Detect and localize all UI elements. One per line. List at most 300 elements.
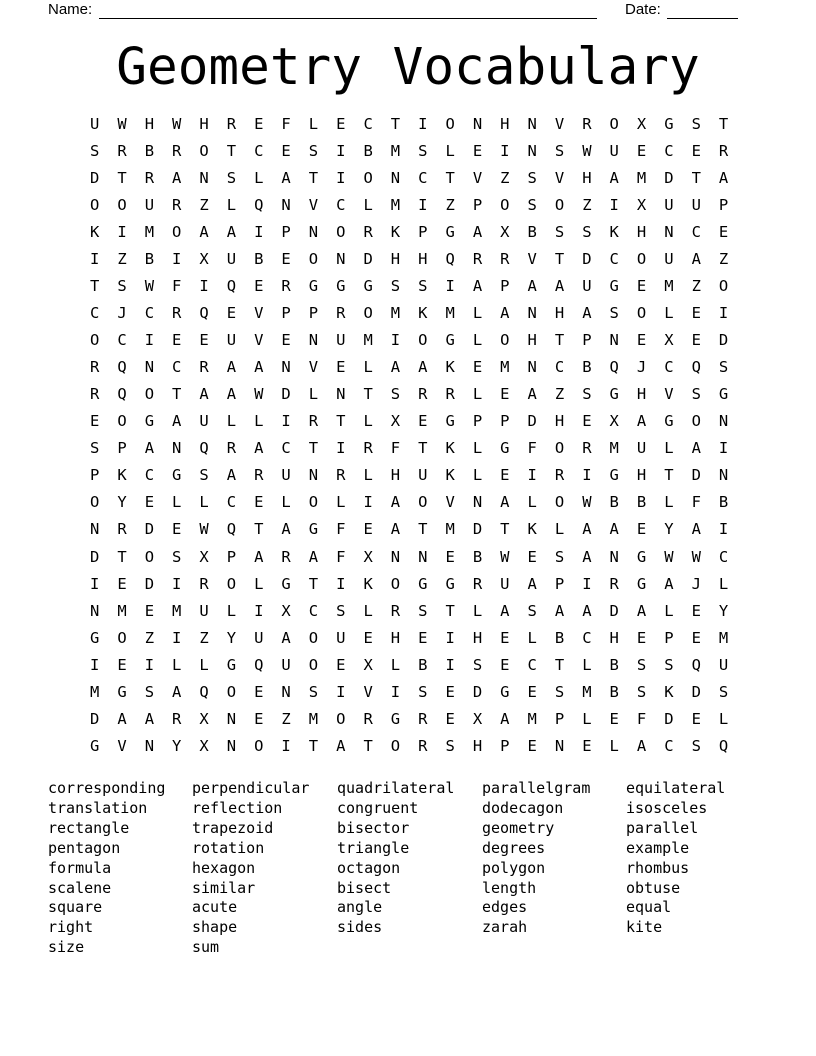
grid-letter: A xyxy=(254,439,264,458)
grid-letter: R xyxy=(90,358,100,377)
grid-letter: I xyxy=(90,574,100,593)
grid-letter: S xyxy=(90,439,100,458)
grid-letter: N xyxy=(718,466,729,485)
grid-letter: I xyxy=(445,655,455,674)
grid-letter: A xyxy=(172,682,182,701)
grid-letter: A xyxy=(390,358,401,377)
grid-letter: C xyxy=(527,655,537,674)
grid-letter: O xyxy=(117,628,127,647)
grid-letter: Q xyxy=(718,736,729,755)
grid-letter: I xyxy=(336,682,346,701)
grid-letter: E xyxy=(90,412,100,431)
grid-letter: M xyxy=(363,331,373,350)
grid-letter: O xyxy=(336,709,346,728)
grid-letter: U xyxy=(418,466,428,485)
grid-letter: E xyxy=(254,493,264,512)
grid-letter: U xyxy=(664,195,674,214)
grid-letter: P xyxy=(472,195,483,214)
grid-letter: H xyxy=(582,168,592,187)
grid-letter: R xyxy=(554,466,565,485)
word-list-item: obtuse xyxy=(626,878,681,897)
word-list-item: rotation xyxy=(192,838,265,857)
grid-letter: W xyxy=(664,547,674,566)
grid-letter: R xyxy=(336,304,346,323)
grid-letter: R xyxy=(336,466,346,485)
grid-letter: D xyxy=(527,412,537,431)
grid-letter: O xyxy=(500,195,510,214)
grid-letter: L xyxy=(254,412,264,431)
grid-letter: M xyxy=(664,277,674,296)
grid-letter: X xyxy=(199,736,209,755)
grid-letter: Z xyxy=(199,195,209,214)
grid-letter: T xyxy=(363,736,373,755)
grid-letter: A xyxy=(582,520,592,539)
grid-letter: G xyxy=(445,222,455,241)
grid-letter: A xyxy=(527,574,537,593)
grid-letter: S xyxy=(527,601,537,620)
grid-letter: A xyxy=(281,628,291,647)
grid-letter: R xyxy=(226,439,237,458)
grid-letter: V xyxy=(308,195,319,214)
grid-letter: E xyxy=(445,682,455,701)
grid-letter: O xyxy=(445,114,455,133)
grid-letter: E xyxy=(418,628,428,647)
grid-letter: E xyxy=(636,277,647,296)
grid-letter: F xyxy=(527,439,537,458)
grid-letter: R xyxy=(363,709,373,728)
grid-letter: U xyxy=(90,114,100,133)
grid-letter: L xyxy=(281,493,291,512)
grid-letter: Q xyxy=(117,358,127,377)
grid-letter: L xyxy=(308,385,319,404)
grid-letter: T xyxy=(445,168,455,187)
grid-letter: H xyxy=(472,736,483,755)
grid-letter: G xyxy=(308,277,319,296)
grid-letter: A xyxy=(172,412,182,431)
grid-letter: I xyxy=(172,574,182,593)
grid-letter: Q xyxy=(254,655,264,674)
grid-letter: S xyxy=(390,385,401,404)
grid-letter: I xyxy=(718,304,729,323)
grid-letter: C xyxy=(718,547,729,566)
word-list-item: example xyxy=(626,838,690,857)
word-list-item: edges xyxy=(482,898,528,917)
grid-letter: D xyxy=(582,250,592,268)
grid-letter: E xyxy=(254,709,264,728)
grid-letter: D xyxy=(472,682,483,701)
grid-letter: U xyxy=(500,574,510,593)
grid-letter: G xyxy=(500,682,510,701)
grid-letter: K xyxy=(664,682,674,701)
grid-letter: Z xyxy=(117,250,127,268)
grid-letter: G xyxy=(445,412,455,431)
grid-letter: R xyxy=(226,114,237,133)
grid-letter: O xyxy=(117,195,127,214)
grid-letter: X xyxy=(664,331,674,350)
grid-letter: V xyxy=(117,736,127,755)
grid-letter: K xyxy=(390,222,401,241)
grid-letter: O xyxy=(390,574,401,593)
grid-letter: R xyxy=(363,439,373,458)
grid-letter: W xyxy=(144,277,155,296)
grid-letter: L xyxy=(718,709,729,728)
grid-letter: L xyxy=(472,439,483,458)
date-label: Date: xyxy=(625,1,661,18)
grid-letter: R xyxy=(117,520,127,539)
word-list-item: angle xyxy=(337,898,383,917)
grid-letter: I xyxy=(445,277,455,296)
grid-letter: C xyxy=(90,304,100,323)
grid-letter: D xyxy=(90,547,100,566)
grid-letter: I xyxy=(90,655,100,674)
grid-letter: P xyxy=(554,709,565,728)
grid-letter: E xyxy=(172,331,182,350)
grid-letter: O xyxy=(500,331,510,350)
grid-letter: Q xyxy=(226,277,237,296)
grid-letter: L xyxy=(172,493,182,512)
grid-letter: Z xyxy=(445,195,455,214)
grid-letter: Q xyxy=(609,358,619,377)
grid-letter: K xyxy=(90,222,100,241)
grid-letter: O xyxy=(308,250,319,268)
grid-letter: V xyxy=(445,493,455,512)
grid-letter: M xyxy=(117,601,127,620)
grid-letter: N xyxy=(527,114,537,133)
grid-letter: K xyxy=(445,439,455,458)
grid-letter: D xyxy=(90,709,100,728)
word-list-item: perpendicular xyxy=(192,779,310,797)
grid-letter: E xyxy=(472,141,483,160)
grid-letter: G xyxy=(636,574,647,593)
grid-letter: X xyxy=(199,709,209,728)
grid-letter: R xyxy=(718,141,729,160)
grid-letter: S xyxy=(418,277,428,296)
grid-letter: O xyxy=(390,736,401,755)
grid-letter: T xyxy=(691,168,701,187)
grid-letter: E xyxy=(199,331,209,350)
grid-letter: E xyxy=(500,628,510,647)
grid-letter: A xyxy=(500,493,510,512)
grid-letter: C xyxy=(554,358,565,377)
grid-letter: G xyxy=(117,682,127,701)
grid-letter: S xyxy=(664,655,674,674)
grid-letter: A xyxy=(691,439,701,458)
grid-letter: E xyxy=(336,358,346,377)
grid-letter: A xyxy=(609,520,619,539)
grid-letter: S xyxy=(144,682,155,701)
grid-letter: S xyxy=(636,655,647,674)
grid-letter: Q xyxy=(226,520,237,539)
grid-letter: K xyxy=(363,574,373,593)
grid-letter: G xyxy=(90,736,100,755)
grid-letter: N xyxy=(144,358,155,377)
grid-letter: V xyxy=(254,331,264,350)
grid-letter: T xyxy=(308,168,319,187)
word-list-item: square xyxy=(48,898,103,917)
grid-letter: R xyxy=(582,439,592,458)
word-list-item: hexagon xyxy=(192,858,256,877)
grid-letter: U xyxy=(226,331,237,350)
grid-letter: P xyxy=(281,304,291,323)
grid-letter: D xyxy=(90,168,100,187)
grid-letter: X xyxy=(609,412,619,431)
grid-letter: U xyxy=(281,655,291,674)
grid-letter: H xyxy=(144,114,155,133)
word-list-item: shape xyxy=(192,918,238,937)
grid-letter: N xyxy=(308,331,319,350)
grid-letter: C xyxy=(582,628,592,647)
word-list-item: rhombus xyxy=(626,858,690,877)
grid-letter: A xyxy=(527,385,537,404)
grid-letter: A xyxy=(472,222,483,241)
grid-letter: H xyxy=(472,628,483,647)
word-list-item: length xyxy=(482,878,537,897)
word-list-item: dodecagon xyxy=(482,798,564,817)
grid-letter: Y xyxy=(172,736,182,755)
grid-letter: N xyxy=(664,222,674,241)
grid-letter: G xyxy=(609,277,619,296)
grid-letter: A xyxy=(226,466,237,485)
grid-letter: M xyxy=(390,304,401,323)
grid-letter: O xyxy=(418,331,428,350)
grid-letter: E xyxy=(363,520,373,539)
grid-letter: C xyxy=(418,168,428,187)
grid-letter: L xyxy=(664,304,674,323)
grid-letter: C xyxy=(117,331,127,350)
grid-letter: Q xyxy=(691,358,701,377)
word-list-item: zarah xyxy=(482,918,528,937)
grid-letter: C xyxy=(664,736,674,755)
grid-letter: G xyxy=(609,466,619,485)
grid-letter: R xyxy=(418,736,428,755)
grid-letter: I xyxy=(144,655,155,674)
grid-letter: Z xyxy=(281,709,291,728)
grid-letter: F xyxy=(636,709,647,728)
grid-letter: G xyxy=(609,385,619,404)
grid-letter: S xyxy=(718,358,729,377)
grid-letter: Q xyxy=(691,655,701,674)
grid-letter: E xyxy=(254,277,264,296)
grid-letter: K xyxy=(609,222,619,241)
grid-letter: S xyxy=(199,466,209,485)
grid-letter: F xyxy=(172,277,182,296)
page-title: Geometry Vocabulary xyxy=(116,38,700,97)
name-blank-line xyxy=(99,18,597,19)
grid-letter: Y xyxy=(226,628,237,647)
grid-letter: N xyxy=(527,304,537,323)
grid-letter: Q xyxy=(199,439,209,458)
grid-letter: O xyxy=(199,141,209,160)
grid-letter: A xyxy=(336,736,346,755)
grid-letter: X xyxy=(472,709,483,728)
grid-letter: G xyxy=(664,412,674,431)
grid-letter: O xyxy=(144,385,155,404)
grid-letter: N xyxy=(418,547,428,566)
grid-letter: G xyxy=(500,439,510,458)
grid-letter: D xyxy=(718,331,729,350)
grid-letter: T xyxy=(117,547,127,566)
grid-letter: E xyxy=(281,250,291,268)
grid-letter: W xyxy=(254,385,264,404)
grid-letter: R xyxy=(199,574,209,593)
grid-letter: T xyxy=(336,412,346,431)
grid-letter: A xyxy=(500,709,510,728)
grid-letter: Z xyxy=(144,628,155,647)
grid-letter: W xyxy=(582,141,592,160)
grid-letter: O xyxy=(718,277,729,296)
grid-letter: R xyxy=(500,250,510,268)
grid-letter: M xyxy=(718,628,729,647)
grid-letter: C xyxy=(144,466,155,485)
grid-letter: E xyxy=(254,114,264,133)
grid-letter: E xyxy=(527,736,537,755)
word-list-column xyxy=(48,779,165,958)
grid-letter: U xyxy=(336,628,346,647)
grid-letter: P xyxy=(281,222,291,241)
grid-letter: U xyxy=(226,250,237,268)
grid-letter: L xyxy=(308,114,319,133)
grid-letter: A xyxy=(144,709,155,728)
grid-letter: R xyxy=(472,574,483,593)
grid-letter: L xyxy=(226,601,237,620)
grid-letter: S xyxy=(582,222,592,241)
grid-letter: S xyxy=(691,736,701,755)
grid-letter: R xyxy=(199,358,209,377)
grid-letter: S xyxy=(636,682,647,701)
grid-letter: S xyxy=(418,141,428,160)
grid-letter: N xyxy=(90,520,100,539)
grid-letter: T xyxy=(308,439,319,458)
grid-letter: A xyxy=(390,493,401,512)
grid-letter: E xyxy=(500,385,510,404)
grid-letter: N xyxy=(527,141,537,160)
grid-letter: Y xyxy=(718,601,729,620)
grid-letter: I xyxy=(281,736,291,755)
grid-letter: C xyxy=(308,601,319,620)
grid-letter: I xyxy=(527,466,537,485)
grid-letter: A xyxy=(117,709,127,728)
grid-letter: E xyxy=(527,547,537,566)
grid-letter: A xyxy=(254,358,264,377)
grid-letter: E xyxy=(336,114,346,133)
grid-letter: D xyxy=(144,574,155,593)
grid-letter: E xyxy=(144,601,155,620)
word-list-item: translation xyxy=(48,798,148,817)
grid-letter: V xyxy=(363,682,373,701)
grid-letter: E xyxy=(254,682,264,701)
grid-letter: O xyxy=(636,304,647,323)
grid-letter: L xyxy=(336,493,346,512)
grid-letter: A xyxy=(636,601,647,620)
grid-letter: N xyxy=(226,709,237,728)
grid-letter: R xyxy=(418,385,428,404)
grid-letter: S xyxy=(117,277,127,296)
grid-letter: L xyxy=(254,574,264,593)
grid-letter: A xyxy=(554,601,565,620)
grid-letter: A xyxy=(609,168,619,187)
grid-letter: N xyxy=(172,439,182,458)
grid-letter: S xyxy=(418,601,428,620)
grid-letter: T xyxy=(418,439,428,458)
grid-letter: I xyxy=(418,195,428,214)
grid-letter: E xyxy=(691,601,701,620)
grid-letter: N xyxy=(144,736,155,755)
grid-letter: E xyxy=(363,628,373,647)
date-blank-line xyxy=(667,18,738,19)
grid-letter: Z xyxy=(691,277,701,296)
grid-letter: G xyxy=(418,574,428,593)
grid-letter: G xyxy=(281,574,291,593)
grid-letter: Q xyxy=(254,195,264,214)
grid-letter: O xyxy=(254,736,264,755)
grid-letter: E xyxy=(500,655,510,674)
grid-letter: K xyxy=(418,304,428,323)
grid-letter: V xyxy=(308,358,319,377)
grid-letter: T xyxy=(718,114,729,133)
grid-letter: H xyxy=(636,466,647,485)
grid-letter: L xyxy=(582,655,592,674)
grid-letter: I xyxy=(336,168,346,187)
grid-letter: E xyxy=(445,547,455,566)
word-search-grid xyxy=(81,111,737,760)
grid-letter: A xyxy=(226,222,237,241)
grid-letter: O xyxy=(308,655,319,674)
grid-letter: I xyxy=(336,439,346,458)
grid-letter: S xyxy=(472,655,483,674)
grid-letter: E xyxy=(636,628,647,647)
grid-letter: T xyxy=(117,168,127,187)
grid-letter: E xyxy=(691,628,701,647)
grid-letter: L xyxy=(472,601,483,620)
grid-letter: N xyxy=(472,114,483,133)
grid-letter: S xyxy=(691,385,701,404)
word-list-item: right xyxy=(48,918,94,937)
grid-letter: T xyxy=(664,466,674,485)
grid-letter: I xyxy=(390,331,401,350)
grid-letter: G xyxy=(445,331,455,350)
grid-letter: C xyxy=(691,222,701,241)
grid-letter: Z xyxy=(199,628,209,647)
grid-letter: T xyxy=(226,141,237,160)
grid-letter: G xyxy=(308,520,319,539)
grid-letter: M xyxy=(445,520,455,539)
grid-letter: A xyxy=(199,222,209,241)
grid-letter: B xyxy=(636,493,647,512)
grid-letter: F xyxy=(336,547,346,566)
grid-letter: T xyxy=(554,250,565,268)
grid-letter: Q xyxy=(199,682,209,701)
grid-letter: F xyxy=(691,493,701,512)
grid-letter: N xyxy=(718,412,729,431)
grid-letter: L xyxy=(554,520,565,539)
grid-letter: S xyxy=(226,168,237,187)
grid-letter: R xyxy=(281,277,291,296)
grid-letter: D xyxy=(363,250,373,268)
grid-letter: L xyxy=(718,574,729,593)
grid-letter: H xyxy=(500,114,510,133)
grid-letter: E xyxy=(691,304,701,323)
grid-letter: A xyxy=(554,277,565,296)
grid-letter: O xyxy=(90,493,100,512)
grid-letter: K xyxy=(445,358,455,377)
grid-letter: M xyxy=(527,709,537,728)
grid-letter: B xyxy=(718,493,729,512)
grid-letter: B xyxy=(527,222,537,241)
grid-letter: G xyxy=(226,655,237,674)
grid-letter: E xyxy=(281,331,291,350)
grid-letter: A xyxy=(418,358,428,377)
grid-letter: P xyxy=(472,412,483,431)
